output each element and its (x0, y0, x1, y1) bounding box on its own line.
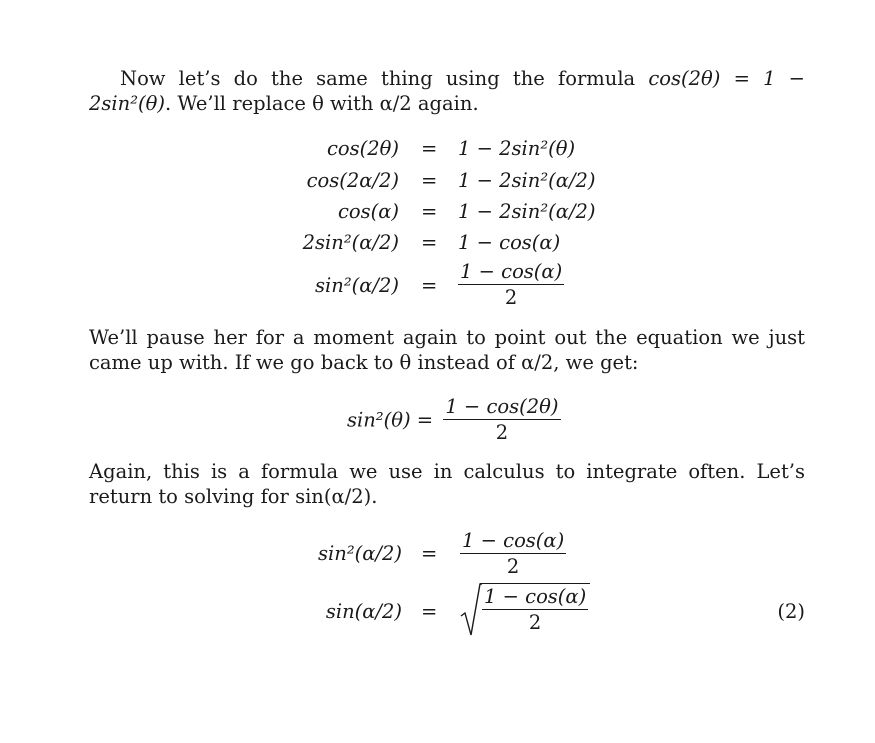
eq-row-1 (0, 137, 875, 167)
eq2-rel: = (421, 169, 438, 192)
eq2-row-2 (0, 600, 875, 630)
eqb2-denominator: 2 (482, 609, 588, 635)
eq1-rhs: 1 − 2sin²(θ) (458, 137, 576, 160)
eq2-rhs: 1 − 2sin²(α/2) (458, 169, 596, 192)
eqb2-rhs-sqrt (460, 583, 590, 635)
eq5-rhs-fraction (458, 260, 564, 310)
eq1-rel: = (421, 137, 438, 160)
eqb1-rhs-fraction (460, 529, 566, 579)
eqb1-numerator: 1 − cos(α) (462, 529, 565, 552)
eqb2-lhs: sin(α/2) (325, 600, 402, 623)
eqb2-rel: = (421, 600, 438, 623)
display-lhs: sin²(θ) = (347, 408, 434, 432)
eqb1-denominator: 2 (460, 553, 566, 579)
para1-formula: cos(2θ) = 1 − 2sin²(θ) (89, 67, 805, 115)
equation-number: (2) (777, 600, 805, 623)
eq2-lhs: cos(2α/2) (306, 169, 399, 192)
eq-row-3 (0, 200, 875, 230)
eq5-numerator: 1 − cos(α) (460, 260, 563, 283)
eq4-rhs: 1 − cos(α) (458, 231, 561, 254)
eq2-row-1 (0, 542, 875, 572)
eq1-lhs: cos(2θ) (326, 137, 399, 160)
eqb2-numerator: 1 − cos(α) (484, 585, 587, 608)
para1-text-b: . We’ll replace θ with α/2 again. (164, 92, 479, 115)
eq5-denominator: 2 (458, 284, 564, 310)
eq3-rhs: 1 − 2sin²(α/2) (458, 200, 596, 223)
paragraph-intro (89, 66, 805, 116)
eq-row-2 (0, 169, 875, 199)
eq5-lhs: sin²(α/2) (315, 274, 399, 297)
display-equation (347, 395, 561, 445)
para1-text-a: Now let’s do the same thing using the formula (120, 67, 649, 90)
eq-row-4 (0, 231, 875, 261)
display-denominator: 2 (443, 419, 560, 445)
sqrt-symbol (460, 583, 590, 635)
eq-row-5 (0, 274, 875, 304)
display-numerator: 1 − cos(2θ) (445, 395, 559, 418)
eq4-lhs: 2sin²(α/2) (302, 231, 399, 254)
eqb1-lhs: sin²(α/2) (318, 542, 402, 565)
eqb1-rel: = (421, 542, 438, 565)
eq3-lhs: cos(α) (337, 200, 399, 223)
eq5-rel: = (421, 274, 438, 297)
paragraph-pause: We’ll pause her for a moment again to point out the equation we just came up with. If we go back to θ instead of α/2, we get: (89, 326, 805, 374)
eq4-rel: = (421, 231, 438, 254)
paragraph-again: Again, this is a formula we use in calculus to integrate often. Let’s return to solving for sin(α/2). (89, 460, 805, 508)
eq3-rel: = (421, 200, 438, 223)
